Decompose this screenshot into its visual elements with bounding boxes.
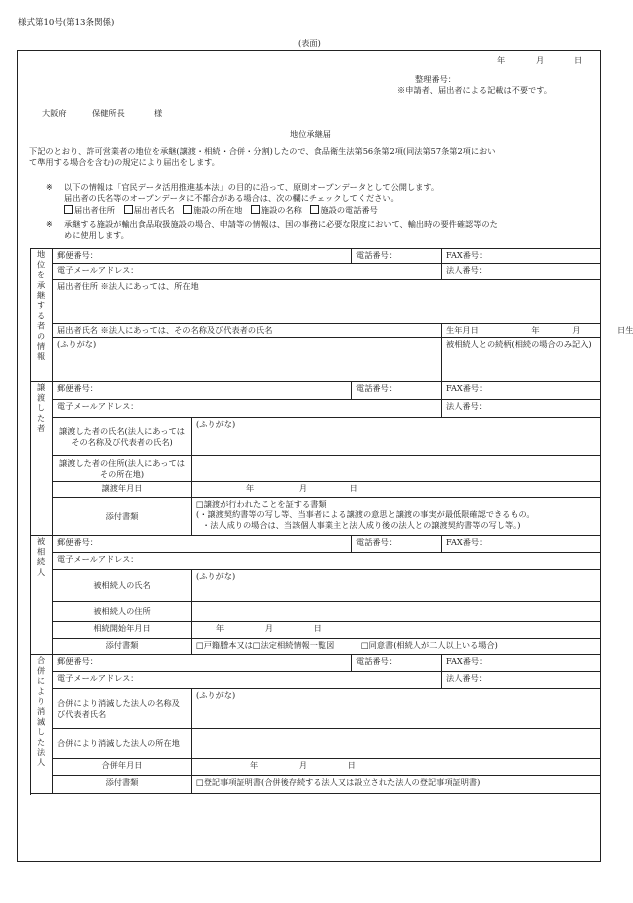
attach-line-3: ・法人成りの場合は、当該個人事業主と法人成り後の法人との譲渡契約書等の写し等。) <box>202 519 521 530</box>
decedent-name-label: 被相続人の氏名 <box>53 570 192 602</box>
section3-label-cell <box>31 536 53 655</box>
merged-corp-name-label: 合併により消滅した法人の名称及び代表者氏名 <box>53 689 192 729</box>
note-mark-1: ※ <box>46 182 53 192</box>
note-2-line-1: 承継する施設が輸出食品取扱施設の場合、申請等の情報は、国の事務に必要な限度において、輸出時の要件確認等のた <box>64 219 498 229</box>
date-day: 日 <box>574 55 583 65</box>
fax-field[interactable]: FAX番号： <box>442 655 601 672</box>
section2-label-cell <box>31 382 53 536</box>
transferor-name-input[interactable]: (ふりがな) <box>192 418 601 456</box>
check-facility-name[interactable]: 施設の名称 <box>251 205 302 215</box>
checkbox-icon[interactable] <box>64 205 73 214</box>
merged-corp-address-input[interactable] <box>192 729 601 759</box>
phone-field[interactable]: 電話番号： <box>352 536 442 553</box>
transfer-attach-label: 添付書類 <box>53 498 192 536</box>
section3-label: 被相続人 <box>36 537 47 578</box>
addressee-office: 保健所長 <box>92 108 125 118</box>
table-row <box>31 602 601 622</box>
table-row <box>31 352 601 382</box>
birth-field[interactable]: 生年月日 年 月 日生 <box>442 324 601 338</box>
attach-line-2: (・譲渡契約書等の写し等、当事者による譲渡の意思と譲渡の事実が最低限確認できるもの。 <box>196 509 535 520</box>
table-row <box>31 655 601 672</box>
opendata-checkboxes[interactable] <box>64 205 384 215</box>
fax-field[interactable]: FAX番号： <box>442 536 601 553</box>
attach-consent[interactable]: □同意書(相続人が二人以上いる場合) <box>360 640 498 650</box>
note-1-line-2: 届出者の氏名等のオープンデータに不都合がある場合は、次の欄にチェックしてください。 <box>64 193 399 203</box>
transferor-address-label: 譲渡した者の住所(法人にあってはその所在地) <box>53 456 192 482</box>
inherit-date-input[interactable]: 年 月 日 <box>192 622 601 639</box>
check-facility-phone[interactable]: 施設の電話番号 <box>310 205 377 215</box>
postal-field[interactable]: 郵便番号： <box>53 655 352 672</box>
note-2-line-2: めに使用します。 <box>64 230 129 240</box>
email-field[interactable]: 電子メールアドレス： <box>53 553 601 570</box>
corp-number-field[interactable]: 法人番号： <box>442 400 601 418</box>
inherit-date-label: 相続開始年月日 <box>53 622 192 639</box>
table-row <box>31 400 601 418</box>
intro-line-1: 下記のとおり、許可営業者の地位を承継(譲渡・相続・合併・分割)したので、食品衛生法第56条第2項(同法第57条第2項におい <box>29 146 496 156</box>
inherit-attach-options[interactable] <box>192 639 601 655</box>
merger-attach-label: 添付書類 <box>53 776 192 794</box>
addressee-honorific: 様 <box>154 108 163 118</box>
decedent-name-input[interactable]: (ふりがな) <box>192 570 601 602</box>
corp-number-field[interactable]: 法人番号： <box>442 264 601 280</box>
section2-label: 譲渡した者 <box>36 383 47 434</box>
section4-label: 合併により消滅した法人 <box>36 656 47 769</box>
relation-input[interactable] <box>442 352 601 382</box>
checkbox-icon[interactable] <box>251 205 260 214</box>
table-row <box>31 324 601 338</box>
check-name[interactable]: 届出者氏名 <box>124 205 175 215</box>
date-month: 月 <box>536 55 545 65</box>
form-table <box>30 248 633 794</box>
note-1-line-1: 以下の情報は「官民データ活用推進基本法」の目的に沿って、原則オープンデータとして公開します。 <box>64 182 440 192</box>
check-facility-location[interactable]: 施設の所在地 <box>183 205 242 215</box>
name-label: 届出者氏名 ※法人にあっては、その名称及び代表者の氏名 <box>53 324 442 338</box>
merged-corp-name-input[interactable]: (ふりがな) <box>192 689 601 729</box>
table-row <box>31 639 601 655</box>
reference-note: ※申請者、届出者による記載は不要です。 <box>397 85 552 95</box>
email-field[interactable]: 電子メールアドレス： <box>53 400 442 418</box>
table-row <box>31 482 601 498</box>
checkbox-icon[interactable] <box>310 205 319 214</box>
merger-attach-option[interactable]: □登記事項証明書(合併後存続する法人又は設立された法人の登記事項証明書) <box>192 776 601 794</box>
section4-label-cell <box>31 655 53 794</box>
form-title: 地位承継届 <box>290 129 331 139</box>
decedent-address-input[interactable] <box>192 602 601 622</box>
table-row <box>31 759 601 776</box>
table-row <box>31 456 601 482</box>
table-row <box>31 302 601 324</box>
table-row <box>31 672 601 689</box>
transferor-name-label: 譲渡した者の氏名(法人にあってはその名称及び代表者の氏名) <box>53 418 192 456</box>
table-row <box>31 249 601 264</box>
section1-label-cell <box>31 249 53 382</box>
name-input[interactable] <box>53 352 442 382</box>
reference-number: 整理番号： <box>415 74 456 84</box>
postal-field[interactable]: 郵便番号： <box>53 536 352 553</box>
intro-line-2: て準用する場合を含む)の規定により届出をします。 <box>29 157 220 167</box>
checkbox-icon[interactable] <box>183 205 192 214</box>
decedent-address-label: 被相続人の住所 <box>53 602 192 622</box>
table-row <box>31 570 601 602</box>
table-row <box>31 280 601 302</box>
table-row <box>31 264 601 280</box>
phone-field[interactable]: 電話番号： <box>352 382 442 400</box>
table-row <box>31 382 601 400</box>
merger-date-input[interactable]: 年 月 日 <box>192 759 601 776</box>
date-year: 年 <box>497 55 506 65</box>
table-row <box>31 498 601 536</box>
attach-line-1[interactable]: □譲渡が行われたことを証する書類 <box>196 499 327 509</box>
corp-number-field[interactable]: 法人番号： <box>442 672 601 689</box>
table-row <box>31 418 601 456</box>
table-row <box>31 776 601 794</box>
fax-field[interactable]: FAX番号： <box>442 382 601 400</box>
attach-family-register[interactable]: □戸籍謄本又は□法定相続情報一覧図 <box>196 640 335 650</box>
table-row <box>31 622 601 639</box>
phone-field[interactable]: 電話番号： <box>352 655 442 672</box>
relation-label: 被相続人との続柄(相続の場合のみ記入) <box>442 338 601 352</box>
email-field[interactable]: 電子メールアドレス： <box>53 264 442 280</box>
merged-corp-address-label: 合併により消滅した法人の所在地 <box>53 729 192 759</box>
transfer-date-label: 譲渡年月日 <box>53 482 192 498</box>
section1-label: 地位を承継する者の情報 <box>36 250 47 363</box>
addressee-prefecture: 大阪府 <box>42 108 67 118</box>
table-row <box>31 536 601 553</box>
postal-field[interactable]: 郵便番号： <box>53 249 352 264</box>
table-row <box>31 689 601 729</box>
table-row <box>31 729 601 759</box>
postal-field[interactable]: 郵便番号： <box>53 382 352 400</box>
form-number: 様式第10号(第13条関係) <box>18 18 115 28</box>
address-label: 届出者住所 ※法人にあっては、所在地 <box>53 280 601 302</box>
table-row <box>31 553 601 570</box>
note-mark-2: ※ <box>46 219 53 229</box>
check-address[interactable]: 届出者住所 <box>64 205 115 215</box>
side-label: (表面) <box>298 38 321 48</box>
phone-field[interactable]: 電話番号： <box>352 249 442 264</box>
email-field[interactable]: 電子メールアドレス： <box>53 672 442 689</box>
checkbox-icon[interactable] <box>124 205 133 214</box>
table-row <box>31 338 601 352</box>
address-input[interactable] <box>53 302 601 324</box>
transfer-date-input[interactable]: 年 月 日 <box>192 482 601 498</box>
inherit-attach-label: 添付書類 <box>53 639 192 655</box>
merger-date-label: 合併年月日 <box>53 759 192 776</box>
furigana-label: (ふりがな) <box>53 338 442 352</box>
transferor-address-input[interactable] <box>192 456 601 482</box>
fax-field[interactable]: FAX番号： <box>442 249 601 264</box>
transfer-attach-options[interactable] <box>192 498 601 536</box>
